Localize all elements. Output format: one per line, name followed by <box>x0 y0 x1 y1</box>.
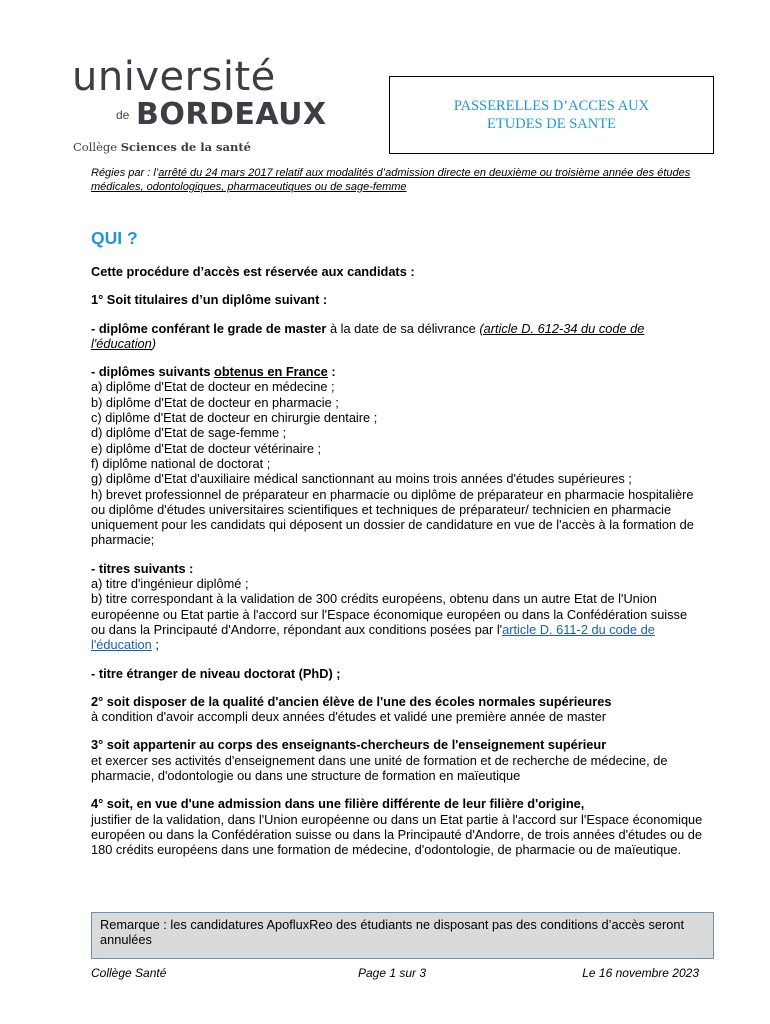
titres-article-link[interactable]: article D. 611-2 du code de l'éducation <box>91 621 655 653</box>
point3-heading: 3° soit appartenir au corps des enseignants-chercheurs de l'enseignement supérieur <box>91 737 607 753</box>
point3-text: et exercer ses activités d'enseignement dans une unité de formation et de recherche de médecine, de pharmacie, d'odontologie ou dans une structure de formation en maïeutique <box>91 752 668 784</box>
footer-page-number: Page 1 sur 3 <box>358 966 427 980</box>
list-item <box>91 591 703 652</box>
logo-college-name: Sciences de la santé <box>120 140 251 154</box>
master-paragraph <box>91 321 703 352</box>
logo-college-prefix: Collège <box>73 140 118 154</box>
intro-text: Cette procédure d’accès est réservée aux candidats : <box>91 264 415 279</box>
main-content <box>91 264 703 871</box>
diplomes-section <box>91 364 703 548</box>
titres-item-b-end: ; <box>151 637 159 653</box>
list-item: d) diplôme d'Etat de sage-femme ; <box>91 425 287 441</box>
point4-paragraph <box>91 796 703 857</box>
footer-date: Le 16 novembre 2023 <box>582 966 699 980</box>
diplomes-heading <box>91 364 703 379</box>
university-logo <box>72 54 327 155</box>
footer-left: Collège Santé <box>91 966 167 980</box>
phd-item: - titre étranger de niveau doctorat (PhD) ; <box>91 665 341 681</box>
master-article-link[interactable]: (article D. 612-34 du code de l'éducation <box>91 320 645 351</box>
diplomes-heading-suffix: : <box>327 364 336 380</box>
list-item: f) diplôme national de doctorat ; <box>91 455 271 471</box>
list-item: a) titre d'ingénieur diplômé ; <box>91 576 249 592</box>
point2-paragraph <box>91 694 703 725</box>
point1-heading: 1° Soit titulaires d’un diplôme suivant : <box>91 292 328 308</box>
list-item: b) diplôme d'Etat de docteur en pharmacie ; <box>91 394 339 410</box>
document-title-line2: ETUDES DE SANTE <box>487 116 616 132</box>
point2-text: à condition d'avoir accompli deux années d'études et validé une première année de master <box>91 709 606 725</box>
titres-item-b-text: b) titre correspondant à la validation de 300 crédits européens, obtenu dans un autre Etat de l'Union européenne ou Etat partie à l'accord sur l'Espace économique européen ou dans la Confédération suisse ou dans la Principauté d'Andorre, répondant aux conditions posées par l' <box>91 591 688 637</box>
logo-de-text: de <box>116 108 130 122</box>
point4-text: justifier de la validation, dans l'Union européenne ou dans un Etat partie à l'accord sur l'Espace économique européen ou dans la Confédération suisse ou dans la Principauté d'Andorre, de trois années d'études ou de 180 crédits européens dans une formation de médecine, d'odontologie, de pharmacie ou de maïeutique. <box>91 811 703 858</box>
logo-university-text: université <box>72 54 276 100</box>
document-title-box <box>389 76 714 154</box>
document-title-line1: PASSERELLES D’ACCES AUX <box>453 98 650 114</box>
point2-heading: 2° soit disposer de la qualité d'ancien élève de l'une des écoles normales supérieures <box>91 693 612 709</box>
point3-paragraph <box>91 737 703 783</box>
titres-section <box>91 561 703 653</box>
list-item: g) diplôme d'Etat d'auxiliaire médical sanctionnant au moins trois années d'études supérieures ; <box>91 471 632 487</box>
diplomes-heading-prefix: - diplômes suivants <box>91 364 215 380</box>
list-item: e) diplôme d'Etat de docteur vétérinaire ; <box>91 440 322 456</box>
regulation-reference <box>91 166 691 194</box>
logo-city-text: BORDEAUX <box>136 97 327 132</box>
master-bold: - diplôme conférant le grade de master <box>91 320 327 336</box>
list-item: c) diplôme d'Etat de docteur en chirurgie dentaire ; <box>91 410 378 426</box>
section-heading: QUI ? <box>91 228 138 248</box>
logo-college-text <box>73 140 251 154</box>
remark-box: Remarque : les candidatures ApofluxReo des étudiants ne disposant pas des conditions d’accès seront annulées <box>91 912 714 959</box>
regulation-prefix: Régies par : l’ <box>91 167 159 179</box>
master-close: ) <box>151 335 157 351</box>
list-item: h) brevet professionnel de préparateur en pharmacie ou diplôme de préparateur en pharmacie hospitalière ou diplôme d'études universitaires scientifiques et techniques de préparateur/ technicien en pharmacie uniquement pour les candidats qui déposent un dossier de candidature en vue de l'accès à la formation de pharmacie; <box>91 486 694 548</box>
titres-heading: - titres suivants : <box>91 560 194 576</box>
regulation-link[interactable]: arrêté du 24 mars 2017 relatif aux modalités d’admission directe en deuxième ou troisième année des études médicales, odontologiques, pharmaceutiques ou de sage-femme <box>91 167 691 193</box>
diplomes-heading-underlined: obtenus en France <box>214 364 328 380</box>
list-item: a) diplôme d'Etat de docteur en médecine ; <box>91 379 335 395</box>
master-text: à la date de sa délivrance <box>326 320 480 336</box>
point4-heading: 4° soit, en vue d'une admission dans une filière différente de leur filière d'origine, <box>91 796 585 812</box>
